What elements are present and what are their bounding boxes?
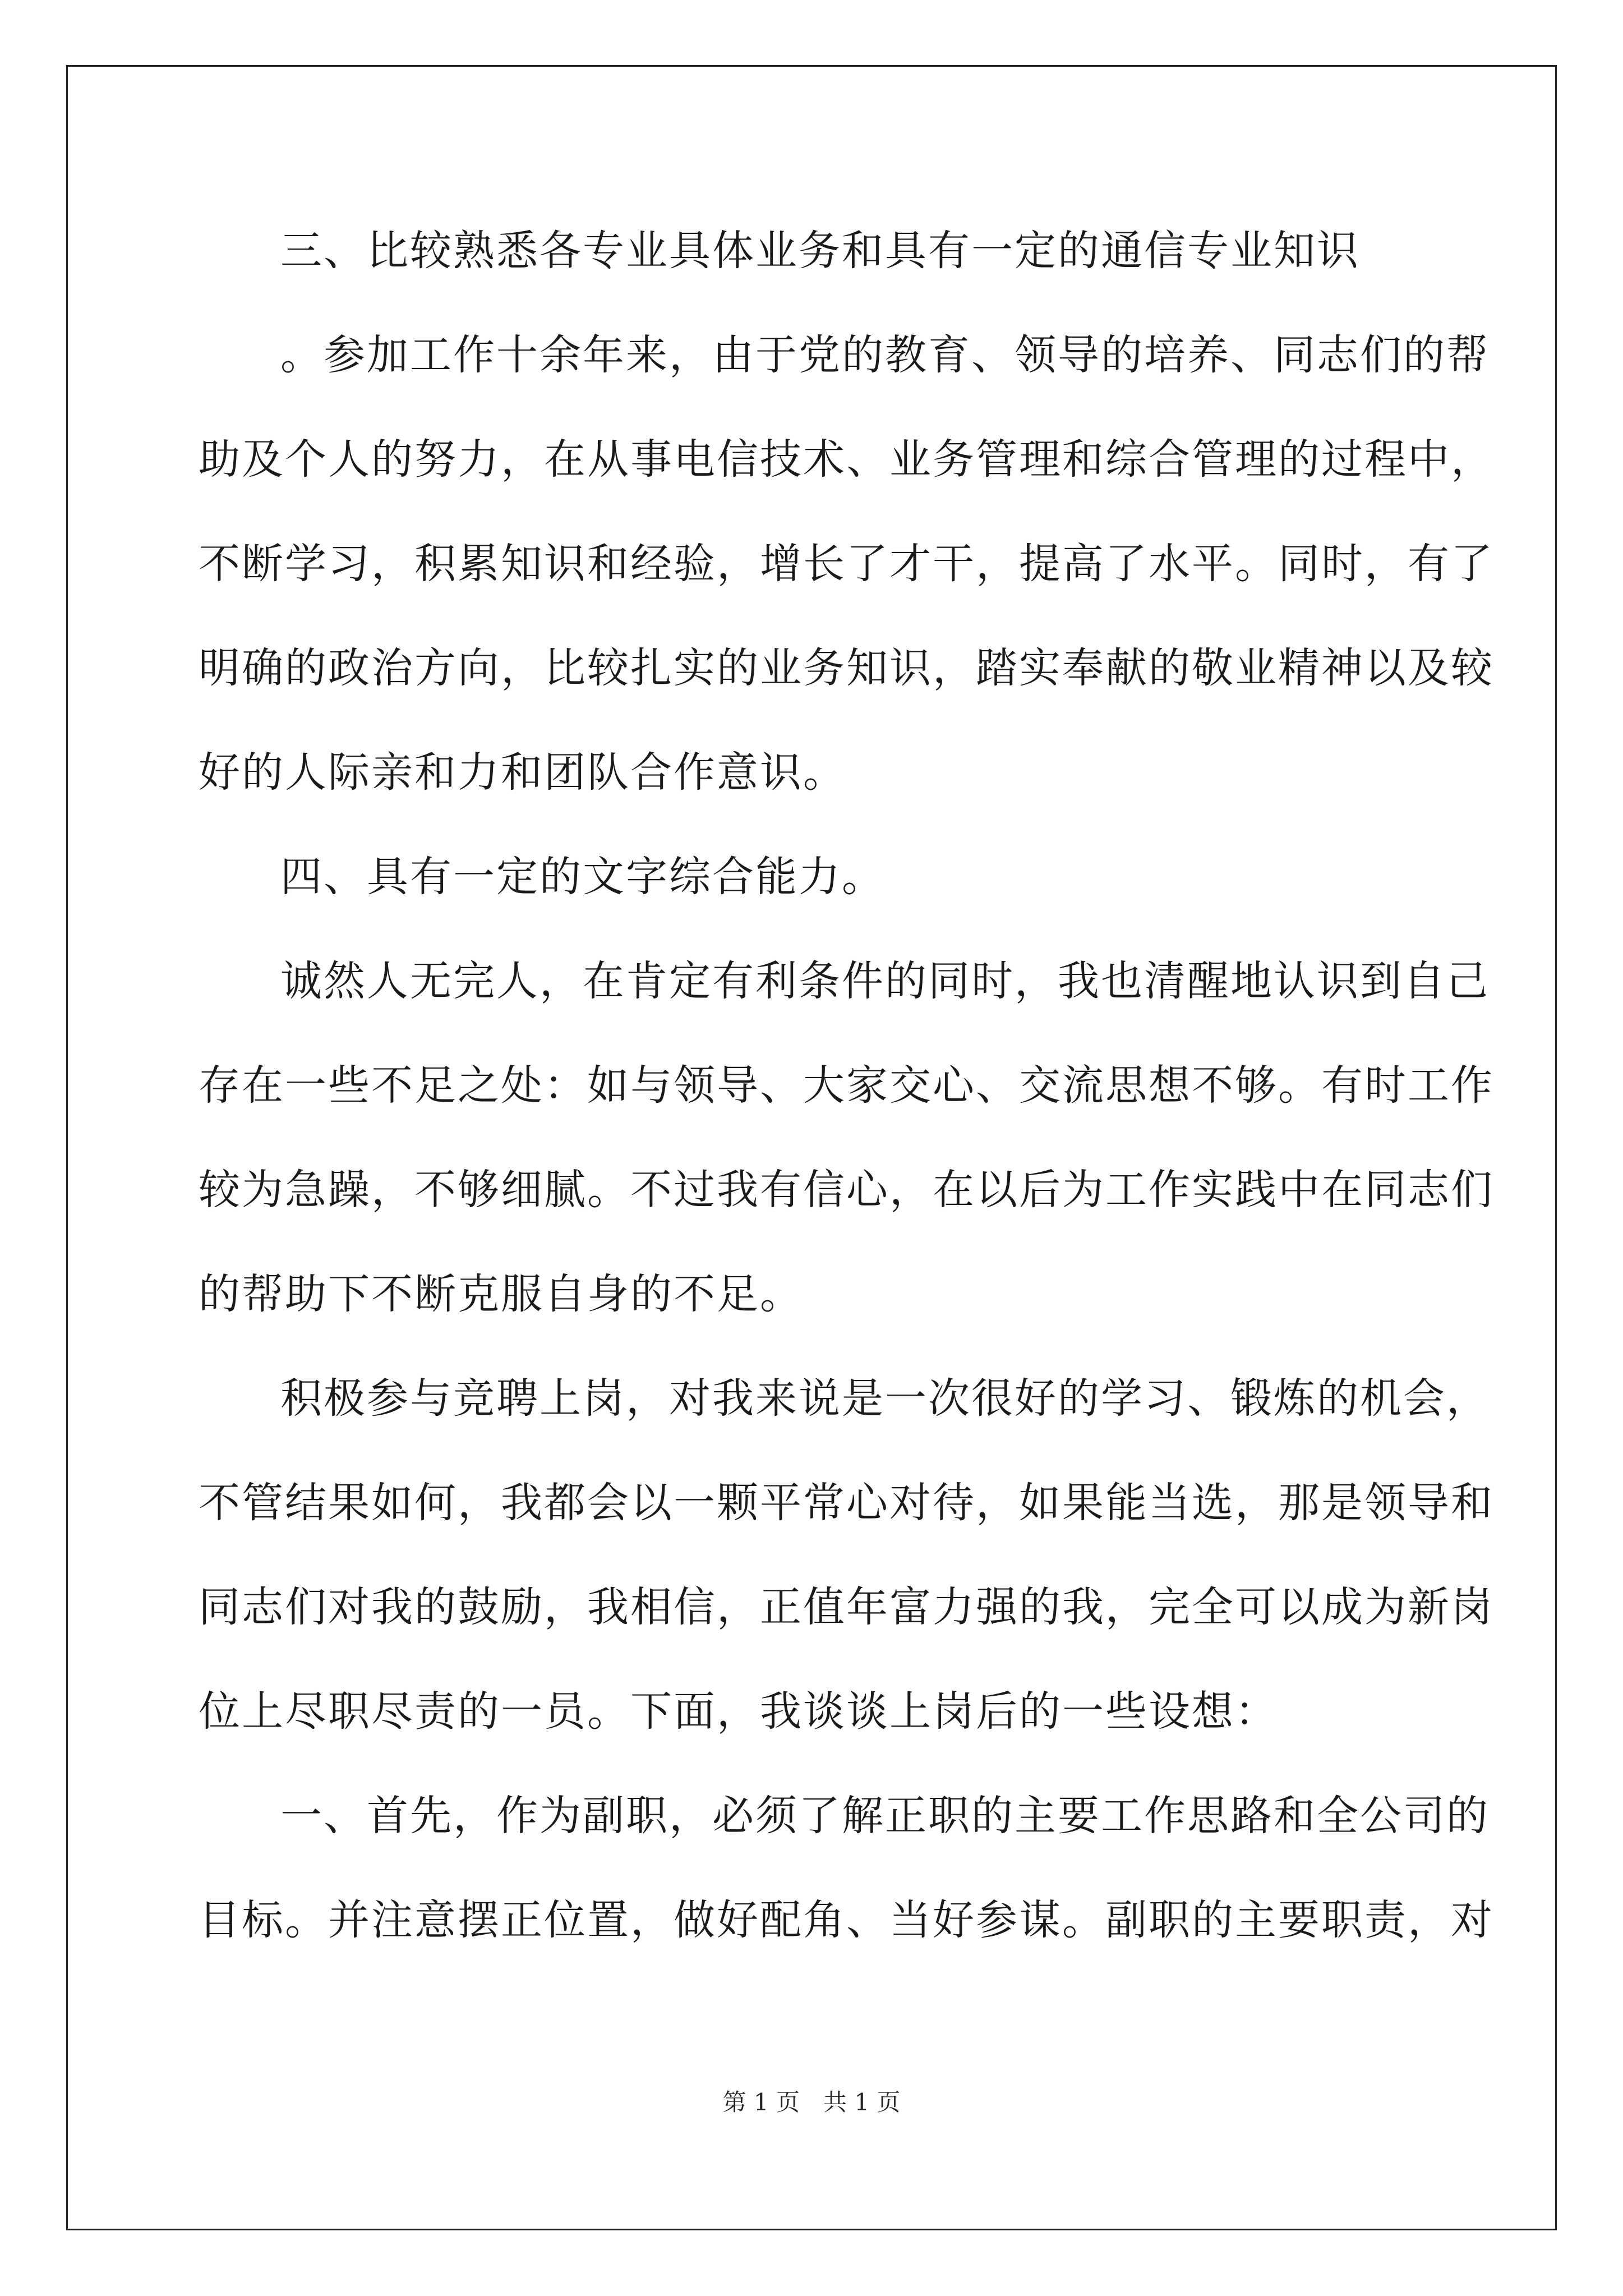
- paragraph-line: 不管结果如何，我都会以一颗平常心对待，如果能当选，那是领导和: [199, 1479, 1494, 1527]
- paragraph-line: 助及个人的努力，在从事电信技术、业务管理和综合管理的过程中，: [199, 435, 1494, 484]
- paragraph-line: 位上尽职尽责的一员。下面，我谈谈上岗后的一些设想：: [199, 1687, 1278, 1736]
- paragraph-line: 较为急躁，不够细腻。不过我有信心，在以后为工作实践中在同志们: [199, 1166, 1494, 1214]
- paragraph-line: 。参加工作十余年来，由于党的教育、领导的培养、同志们的帮: [280, 331, 1490, 379]
- paragraph-line: 三、比较熟悉各专业具体业务和具有一定的通信专业知识: [280, 227, 1360, 275]
- paragraph-line: 同志们对我的鼓励，我相信，正值年富力强的我，完全可以成为新岗: [199, 1583, 1494, 1631]
- paragraph-line: 存在一些不足之处：如与领导、大家交心、交流思想不够。有时工作: [199, 1061, 1494, 1110]
- page-number: 第 1 页 共 1 页: [722, 2088, 901, 2116]
- paragraph-line: 好的人际亲和力和团队合作意识。: [199, 748, 846, 797]
- paragraph-line: 积极参与竞聘上岗，对我来说是一次很好的学习、锻炼的机会，: [280, 1374, 1490, 1423]
- paragraph-line: 的帮助下不断克服自身的不足。: [199, 1270, 803, 1318]
- paragraph-line: 目标。并注意摆正位置，做好配角、当好参谋。副职的主要职责，对: [199, 1896, 1494, 1944]
- paragraph-line: 明确的政治方向，比较扎实的业务知识，踏实奉献的敬业精神以及较: [199, 644, 1494, 692]
- paragraph-line: 一、首先，作为副职，必须了解正职的主要工作思路和全公司的: [280, 1792, 1490, 1840]
- paragraph-line: 诚然人无完人，在肯定有利条件的同时，我也清醒地认识到自己: [280, 957, 1490, 1005]
- paragraph-line: 不断学习，积累知识和经验，增长了才干，提高了水平。同时，有了: [199, 540, 1494, 588]
- paragraph-line: 四、具有一定的文字综合能力。: [280, 853, 885, 901]
